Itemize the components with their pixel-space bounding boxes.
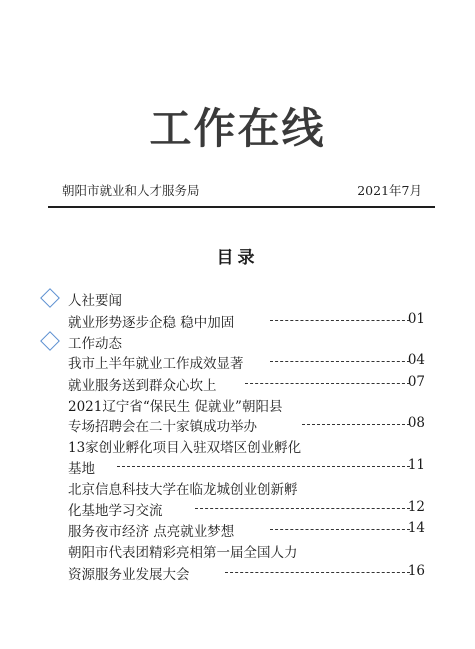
toc-entry-line[interactable]: 专场招聘会在二十家镇成功举办 — [68, 419, 257, 435]
toc-leader — [270, 529, 410, 530]
diamond-bullet-icon — [40, 288, 60, 308]
toc-entry-page[interactable]: 14 — [407, 520, 425, 536]
toc-entry-line[interactable]: 13家创业孵化项目入驻双塔区创业孵化 — [68, 440, 302, 456]
toc-entry-page[interactable]: 04 — [407, 352, 425, 368]
toc-entry-line[interactable]: 我市上半年就业工作成效显著 — [68, 356, 244, 372]
header-divider — [48, 206, 435, 208]
toc-entry-line[interactable]: 2021辽宁省“保民生 促就业”朝阳县 — [68, 399, 283, 415]
toc-entry-line[interactable]: 朝阳市代表团精彩亮相第一届全国人力 — [68, 545, 298, 561]
toc-leader — [225, 572, 410, 573]
toc-section-label: 人社要闻 — [68, 293, 122, 309]
diamond-bullet-icon — [40, 331, 60, 351]
toc-leader — [245, 383, 410, 384]
document-title: 工作在线 — [149, 104, 326, 153]
toc-entry-line[interactable]: 化基地学习交流 — [68, 503, 163, 519]
toc-entry-page[interactable]: 12 — [407, 499, 425, 515]
toc-entry-page[interactable]: 07 — [407, 374, 425, 390]
issue-date: 2021年7月 — [357, 183, 422, 198]
toc-leader — [195, 508, 410, 509]
toc-entry-line[interactable]: 就业服务送到群众心坎上 — [68, 378, 217, 394]
toc-entry-line[interactable]: 就业形势逐步企稳 稳中加固 — [68, 315, 235, 331]
toc-entry-page[interactable]: 08 — [407, 415, 425, 431]
toc-section-label: 工作动态 — [68, 336, 122, 352]
toc-entry-page[interactable]: 11 — [407, 457, 425, 473]
toc-entry-line[interactable]: 服务夜市经济 点亮就业梦想 — [68, 524, 235, 540]
toc-entry-page[interactable]: 16 — [407, 563, 425, 579]
toc-leader — [270, 320, 410, 321]
toc-entry-line[interactable]: 北京信息科技大学在临龙城创业创新孵 — [68, 482, 298, 498]
toc-leader — [117, 466, 410, 467]
toc-leader — [302, 424, 410, 425]
toc-entry-line[interactable]: 基地 — [68, 461, 95, 477]
toc-entry-line[interactable]: 资源服务业发展大会 — [68, 567, 190, 583]
toc-heading: 目录 — [216, 248, 259, 268]
toc-leader — [270, 361, 410, 362]
toc-entry-page[interactable]: 01 — [407, 311, 425, 327]
issuing-organization: 朝阳市就业和人才服务局 — [62, 183, 200, 198]
